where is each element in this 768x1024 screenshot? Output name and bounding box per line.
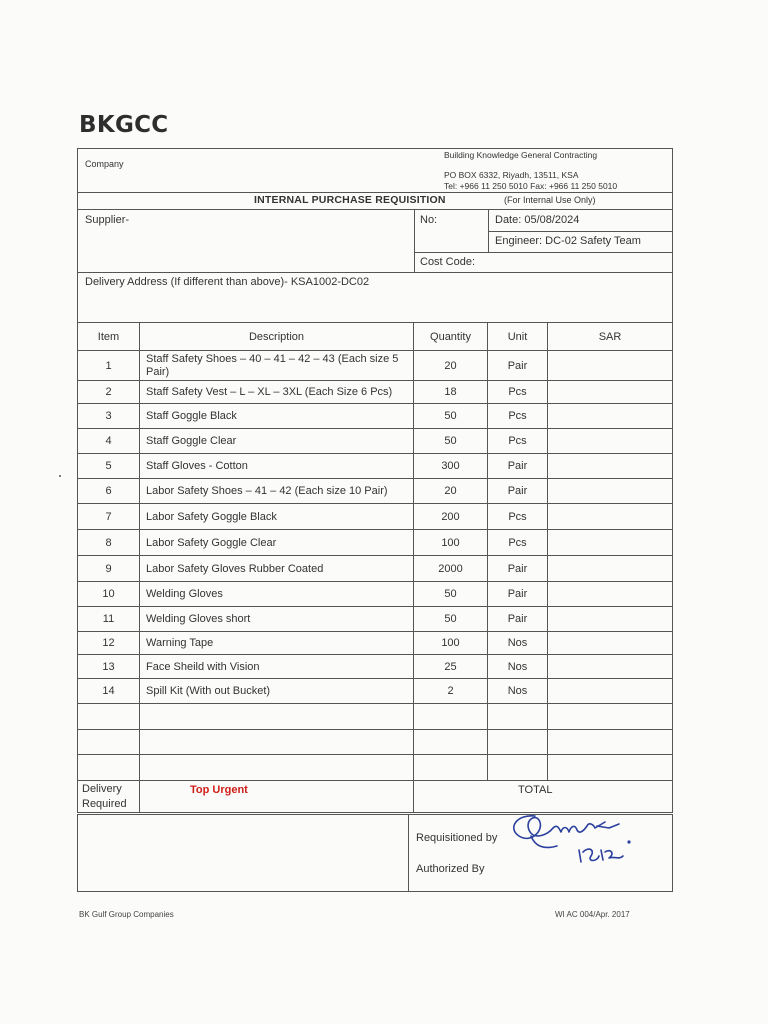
cell-quantity: 20: [414, 351, 488, 381]
cell-item: 6: [78, 479, 140, 504]
handwritten-signature: [505, 806, 645, 866]
table-header-row: [78, 323, 673, 351]
cell-item: 11: [78, 607, 140, 632]
table-row: [78, 454, 673, 479]
company-label: Company: [85, 159, 124, 169]
total-label: TOTAL: [414, 781, 673, 813]
cell-description: Labor Safety Shoes – 41 – 42 (Each size 10 Pair): [140, 479, 414, 504]
table-row-empty: [78, 704, 673, 730]
cell-item: 13: [78, 655, 140, 679]
cell-quantity: 50: [414, 429, 488, 454]
cell-description: Staff Gloves - Cotton: [140, 454, 414, 479]
cell-unit: Nos: [488, 655, 548, 679]
cell-unit: Pair: [488, 454, 548, 479]
footer-company: BK Gulf Group Companies: [79, 910, 174, 919]
cell-unit: Pair: [488, 351, 548, 381]
cell-unit: Pair: [488, 479, 548, 504]
cell-quantity: 50: [414, 404, 488, 429]
cell-item: 5: [78, 454, 140, 479]
cell-quantity: 100: [414, 530, 488, 556]
cost-code-label: Cost Code:: [420, 256, 476, 268]
cell-unit: Pcs: [488, 404, 548, 429]
cell-item: 10: [78, 582, 140, 607]
header-sar: SAR: [548, 323, 673, 351]
stray-mark: [59, 475, 61, 477]
cell-sar: [548, 530, 673, 556]
cell-item: 7: [78, 504, 140, 530]
cell-unit: Nos: [488, 679, 548, 704]
cell-item: 1: [78, 351, 140, 381]
cell-sar: [548, 679, 673, 704]
cell-sar: [548, 632, 673, 655]
cell-quantity: 200: [414, 504, 488, 530]
table-row: [78, 679, 673, 704]
cell-description: Staff Safety Shoes – 40 – 41 – 42 – 43 (Each size 5 Pair): [140, 351, 414, 381]
table-row: [78, 351, 673, 381]
table-row: [78, 530, 673, 556]
cell-description: Labor Safety Goggle Clear: [140, 530, 414, 556]
cell-item: 12: [78, 632, 140, 655]
cell-sar: [548, 556, 673, 582]
cell-description: Face Sheild with Vision: [140, 655, 414, 679]
internal-use-note: (For Internal Use Only): [504, 195, 596, 205]
cell-sar: [548, 607, 673, 632]
cell-unit: Pair: [488, 556, 548, 582]
cell-quantity: 18: [414, 381, 488, 404]
header-description: Description: [140, 323, 414, 351]
table-row: [78, 582, 673, 607]
cell-sar: [548, 479, 673, 504]
cell-item: 4: [78, 429, 140, 454]
cell-quantity: 100: [414, 632, 488, 655]
cell-unit: Pcs: [488, 504, 548, 530]
table-row: [78, 404, 673, 429]
cell-quantity: 2000: [414, 556, 488, 582]
delivery-urgency: Top Urgent: [190, 784, 248, 796]
company-address: PO BOX 6332, Riyadh, 13511, KSA: [444, 170, 579, 180]
date-field: Date: 05/08/2024: [495, 214, 580, 226]
cell-description: Labor Safety Goggle Black: [140, 504, 414, 530]
cell-quantity: 50: [414, 607, 488, 632]
engineer-field: Engineer: DC-02 Safety Team: [495, 235, 641, 247]
cell-item: 9: [78, 556, 140, 582]
cell-unit: Pcs: [488, 530, 548, 556]
table-row: [78, 429, 673, 454]
cell-sar: [548, 454, 673, 479]
table-row: [78, 504, 673, 530]
authorized-by-label: Authorized By: [416, 863, 485, 875]
table-row: [78, 479, 673, 504]
cell-unit: Pcs: [488, 429, 548, 454]
form-title: INTERNAL PURCHASE REQUISITION: [254, 194, 446, 206]
cell-item: 2: [78, 381, 140, 404]
cell-sar: [548, 429, 673, 454]
company-name: Building Knowledge General Contracting: [444, 150, 598, 160]
cell-unit: Nos: [488, 632, 548, 655]
number-label: No:: [420, 214, 438, 226]
cell-description: Spill Kit (With out Bucket): [140, 679, 414, 704]
cell-unit: Pair: [488, 607, 548, 632]
table-row: [78, 655, 673, 679]
cell-sar: [548, 582, 673, 607]
delivery-required-label: Delivery Required: [78, 781, 140, 813]
cell-quantity: 20: [414, 479, 488, 504]
supplier-label: Supplier-: [85, 214, 130, 226]
cell-description: Warning Tape: [140, 632, 414, 655]
cell-description: Staff Safety Vest – L – XL – 3XL (Each Size 6 Pcs): [140, 381, 414, 404]
cell-quantity: 2: [414, 679, 488, 704]
table-row: [78, 607, 673, 632]
cell-sar: [548, 504, 673, 530]
table-row-empty: [78, 755, 673, 781]
requisitioned-by-label: Requisitioned by: [416, 832, 498, 844]
cell-unit: Pcs: [488, 381, 548, 404]
cell-item: 8: [78, 530, 140, 556]
cell-sar: [548, 351, 673, 381]
table-row: [78, 381, 673, 404]
cell-description: Labor Safety Gloves Rubber Coated: [140, 556, 414, 582]
cell-item: 3: [78, 404, 140, 429]
cell-item: 14: [78, 679, 140, 704]
items-table: [77, 322, 673, 813]
cell-description: Welding Gloves: [140, 582, 414, 607]
cell-description: Staff Goggle Black: [140, 404, 414, 429]
cell-sar: [548, 381, 673, 404]
table-row: [78, 632, 673, 655]
cell-quantity: 25: [414, 655, 488, 679]
delivery-address: Delivery Address (If different than above)- KSA1002-DC02: [85, 276, 370, 288]
company-phone: Tel: +966 11 250 5010 Fax: +966 11 250 5010: [444, 181, 618, 191]
cell-sar: [548, 404, 673, 429]
cell-quantity: 50: [414, 582, 488, 607]
footer-doc-code: WI AC 004/Apr. 2017: [555, 910, 630, 919]
cell-sar: [548, 655, 673, 679]
table-row: [78, 556, 673, 582]
table-row-empty: [78, 730, 673, 755]
header-unit: Unit: [488, 323, 548, 351]
cell-quantity: 300: [414, 454, 488, 479]
cell-description: Staff Goggle Clear: [140, 429, 414, 454]
cell-unit: Pair: [488, 582, 548, 607]
header-item: Item: [78, 323, 140, 351]
header-quantity: Quantity: [414, 323, 488, 351]
cell-description: Welding Gloves short: [140, 607, 414, 632]
company-logo: BKGCC: [79, 112, 169, 138]
